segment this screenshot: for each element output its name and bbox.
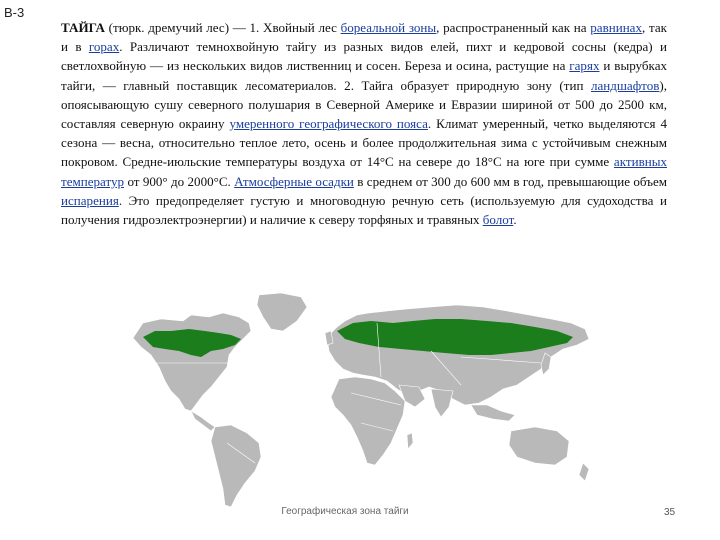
link-active-temperatures[interactable]: активных температур (61, 154, 667, 189)
india-land (431, 389, 453, 417)
australia-land (509, 427, 569, 465)
world-map-svg (131, 293, 601, 513)
south-america-land (211, 425, 261, 507)
africa-land (331, 377, 405, 465)
link-mountains[interactable]: горах (88, 39, 120, 55)
text-segment: . Климат умеренный, четко выделяются 4 сезона — весна, относительно теплое лето, осень и более продолжительная зима с устойчивым снежным покровом. Средне-июльские температуры воздуха от 14°С на севере до 18°С на юге при сумме (61, 116, 667, 170)
link-bogs[interactable]: болот (482, 212, 514, 228)
text-segment: и вырубках тайги, — главный поставщик лесоматериалов. 2. Тайга образует природную зону (тип (61, 58, 668, 93)
link-boreal-zone[interactable]: бореальной зоны (340, 20, 437, 35)
slide-tag: В-3 (4, 5, 25, 20)
text-segment: . Это предопределяет густую и многоводную речную сеть (используемую для судоходства и получения гидроэлектроэнергии) и наличие к северу торфяных и травяных (61, 192, 667, 228)
text-segment: . (513, 212, 517, 228)
page-number: 35 (664, 507, 676, 518)
link-temperate-belt[interactable]: умеренного географического пояса (229, 116, 428, 132)
link-evaporation[interactable]: испарения (61, 192, 119, 208)
text-segment: от 900° до 2000°С. (124, 173, 235, 189)
greenland-land (257, 293, 307, 331)
text-segment: в среднем от 300 до 600 мм в год, превышающие объем (353, 173, 667, 189)
new-zealand-land (579, 463, 589, 481)
text-segment: . Различают темнохвойную тайгу из разных видов елей, пихт и кедровой сосны (кедра) и светлохвойную — из нескольких видов лиственниц и сосен. Береза и осина, растущие на (61, 39, 667, 74)
southeast-asia-islands-land (471, 405, 515, 421)
world-map (131, 293, 601, 513)
text-segment: ), опоясывающую сушу северного полушария в Северной Америке и Евразии шириной от 500 до 2500 км, составляя северную окраину (61, 77, 667, 132)
link-plains[interactable]: равнинах (590, 20, 643, 35)
article-paragraph (61, 18, 667, 229)
text-segment: , распространенный как на (436, 20, 591, 35)
link-landscapes[interactable]: ландшафтов (590, 77, 660, 93)
madagascar-land (407, 433, 413, 449)
term-heading: ТАЙГА (61, 20, 105, 35)
text-segment: (тюрк. дремучий лес) — 1. Хвойный лес (104, 20, 341, 35)
text-segment: , так и в (61, 20, 667, 55)
link-burnt-areas[interactable]: гарях (569, 58, 600, 74)
north-america-land (133, 313, 251, 411)
map-caption: Географическая зона тайги (281, 506, 409, 517)
central-america-land (191, 411, 215, 431)
link-precipitation[interactable]: Атмосферные осадки (234, 173, 354, 189)
